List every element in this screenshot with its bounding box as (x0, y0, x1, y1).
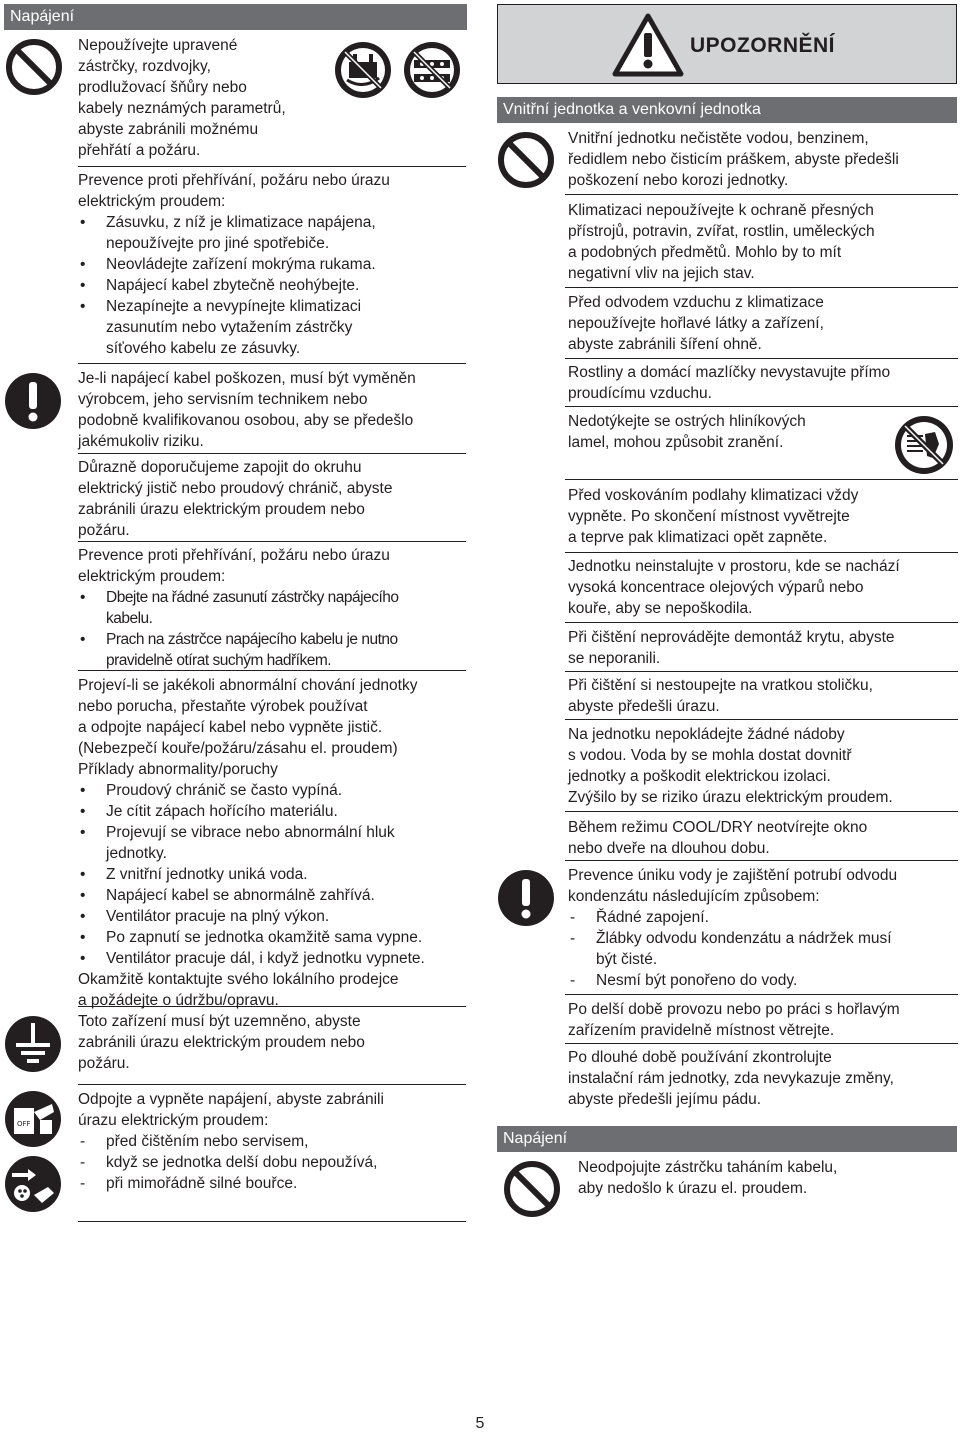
list-item: • Zásuvku, z níž je klimatizace napájena, nepoužívejte pro jiné spotřebiče. (78, 212, 466, 254)
divider (565, 287, 958, 288)
block-oily-vapour: Jednotku neinstalujte v prostoru, kde se nachází vysoká koncentrace olejových výparů nebo kouře, aby se nepoškodila. (568, 558, 900, 617)
divider (78, 363, 466, 364)
block-unstable-stool: Při čištění si nestoupejte na vratkou stoličku, abyste předešli úrazu. (568, 677, 873, 715)
list-item: - Žlábky odvodu kondenzátu a nádržek musí být čisté. (568, 928, 958, 970)
divider (78, 1084, 466, 1085)
mandatory-action-icon (4, 372, 62, 430)
switch-off-icon (4, 1090, 62, 1148)
divider (565, 1043, 958, 1044)
block-circuit-breaker: Důrazně doporučujeme zapojit do okruhu elektrický jistič nebo proudový chránič, abyste zabránili úrazu elektrickým proudem nebo požáru. (78, 459, 393, 539)
block-cleaning: Vnitřní jednotku nečistěte vodou, benzinem, ředidlem nebo čisticím práškem, abyste předešli poškození nebo korozi jednotky. (568, 130, 899, 189)
divider (78, 1006, 466, 1007)
divider (78, 1221, 466, 1222)
block-overheat-prevention: Prevence proti přehřívání, požáru nebo úrazu elektrickým proudem: • Zásuvku, z níž je klimatizace napájena, nepoužívejte pro jiné spotřebiče. • Neovládejte zařízení mokrýma rukama. • Napájecí kabel zbytečně neohýbejte. • Nezapínejte a nevypínejte klimatizaci zasunutím nebo vytažením zástrčky síťového kabelu ze zásuvky. (78, 170, 466, 359)
divider (565, 994, 958, 995)
prohibition-icon (5, 38, 63, 96)
list-item: - před čištěním nebo servisem, (78, 1131, 466, 1152)
block-plug-insertion: Prevence proti přehřívání, požáru nebo úrazu elektrickým proudem: • Dbejte na řádné zasunutí zástrčky napájecího kabelu. • Prach na zástrčce napájecího kabelu je nutno pravidelně otírat suchým hadříkem. (78, 545, 466, 671)
svg-text:OFF: OFF (17, 1120, 31, 1128)
list-item: • Je cítit zápach hořícího materiálu. (78, 801, 466, 822)
divider (565, 719, 958, 720)
divider (78, 541, 466, 542)
warning-triangle-icon (612, 13, 684, 77)
block-grounding: Toto zařízení musí být uzemněno, abyste zabránili úrazu elektrickým proudem nebo požáru. (78, 1013, 365, 1072)
block-floor-waxing: Před voskováním podlahy klimatizaci vždy vypněte. Po skončení místnost vyvětrejte a teprve pak klimatizaci opět zapněte. (568, 487, 859, 546)
divider (565, 552, 958, 553)
list-item: • Neovládejte zařízení mokrýma rukama. (78, 254, 466, 275)
block-no-modified-plugs: Nepoužívejte upravené zástrčky, rozdvojky, prodlužovací šňůry nebo kabely neznámých parametrů, abyste zabránili možnému přehřátí a požáru. (78, 37, 286, 159)
divider (565, 358, 958, 359)
divider (565, 860, 958, 861)
page-number: 5 (475, 1415, 485, 1432)
divider (78, 166, 466, 167)
block-flammable: Před odvodem vzduchu z klimatizace nepoužívejte hořlavé látky a zařízení, abyste zabránili šíření ohně. (568, 294, 824, 353)
no-power-strip-icon (402, 40, 462, 100)
no-modified-plug-icon (333, 40, 393, 100)
block-pull-cable: Neodpojujte zástrčku taháním kabelu, aby nedošlo k úrazu el. proudem. (578, 1159, 838, 1197)
block-drain-piping: Prevence úniku vody je zajištění potrubí odvodu kondenzátu následujícím způsobem: - Řádné zapojení. - Žlábky odvodu kondenzátu a nádržek musí být čisté. - Nesmí být ponořeno do vody. (568, 865, 958, 991)
mandatory-action-icon (497, 869, 555, 927)
caution-title: UPOZORNĚNÍ (690, 34, 836, 57)
block-damaged-cable: Je-li napájecí kabel poškozen, musí být vyměněn výrobcem, jeho servisním technikem nebo podobně kvalifikovanou osobou, aby se předešlo jakémukoliv riziku. (78, 370, 416, 450)
list-item: • Ventilátor pracuje dál, i když jednotku vypnete. (78, 948, 466, 969)
divider (565, 671, 958, 672)
prohibition-icon (503, 1160, 561, 1218)
block-water-containers: Na jednotku nepokládejte žádné nádoby s vodou. Voda by se mohla dostat dovnitř jednotky a poškodit elektrickou izolaci. Zvýšilo by se riziko úrazu elektrickým proudem. (568, 726, 893, 806)
block-disconnect-power: Odpojte a vypněte napájení, abyste zabránili úrazu elektrickým proudem: - před čištěním nebo servisem, - když se jednotka delší dobu nepoužívá, - při mimořádně silné bouřce. (78, 1089, 466, 1194)
section-header-indoor-outdoor: Vnitřní jednotka a venkovní jednotka (497, 97, 957, 123)
list-item: • Proudový chránič se často vypíná. (78, 780, 466, 801)
divider (565, 622, 958, 623)
list-item: - Řádné zapojení. (568, 907, 958, 928)
list-item: - když se jednotka delší dobu nepoužívá, (78, 1152, 466, 1173)
list-item: • Projevují se vibrace nebo abnormální hluk jednotky. (78, 822, 466, 864)
block-cover-removal: Při čištění neprovádějte demontáž krytu, abyste se neporanili. (568, 629, 895, 667)
divider (78, 453, 466, 454)
prohibition-icon (497, 131, 555, 189)
list-item: • Z vnitřní jednotky uniká voda. (78, 864, 466, 885)
block-cool-dry: Během režimu COOL/DRY neotvírejte okno nebo dveře na dlouhou dobu. (568, 819, 868, 857)
unplug-icon (4, 1155, 62, 1213)
block-aluminium-fins: Nedotýkejte se ostrých hliníkových lamel, mohou způsobit zranění. (568, 413, 806, 451)
list-item: • Ventilátor pracuje na plný výkon. (78, 906, 466, 927)
list-item: - Nesmí být ponořeno do vody. (568, 970, 958, 991)
block-no-precision-use: Klimatizaci nepoužívejte k ochraně přesných přístrojů, potravin, zvířat, rostlin, uměleckých a podobných předmětů. Mohlo by to mít negativní vliv na jejich stav. (568, 202, 875, 282)
list-item: • Napájecí kabel se abnormálně zahřívá. (78, 885, 466, 906)
divider (565, 811, 958, 812)
list-item: • Napájecí kabel zbytečně neohýbejte. (78, 275, 466, 296)
divider (565, 479, 958, 480)
list-item: • Nezapínejte a nevypínejte klimatizaci zasunutím nebo vytažením zástrčky síťového kabelu ze zásuvky. (78, 296, 466, 359)
section-header-power-2: Napájení (497, 1126, 957, 1152)
divider (565, 406, 958, 407)
list-item: • Prach na zástrčce napájecího kabelu je nutno pravidelně otírat suchým hadříkem. (78, 629, 466, 671)
no-touch-fins-icon (893, 414, 955, 476)
section-header-power: Napájení (4, 4, 467, 30)
divider (565, 194, 958, 195)
list-item: - při mimořádně silné bouřce. (78, 1173, 466, 1194)
earth-ground-icon (4, 1015, 62, 1073)
list-item: • Dbejte na řádné zasunutí zástrčky napájecího kabelu. (78, 587, 466, 629)
list-item: • Po zapnutí se jednotka okamžitě sama vypne. (78, 927, 466, 948)
block-ventilate: Po delší době provozu nebo po práci s hořlavým zařízením pravidelně místnost větrejte. (568, 1001, 900, 1039)
block-installation-frame: Po dlouhé době používání zkontrolujte instalační rám jednotky, zda nevykazuje změny, abyste předešli jejímu pádu. (568, 1049, 894, 1108)
block-abnormality: Projeví-li se jakékoli abnormální chování jednotky nebo porucha, přestaňte výrobek používat a odpojte napájecí kabel nebo vypněte jistič. (Nebezpečí kouře/požáru/zásahu el. proudem) Příklady abnormality/poruchy • Proudový chránič se často vypíná. • Je cítit zápach hořícího materiálu. • Projevují se vibrace nebo abnormální hluk jednotky. • Z vnitřní jednotky uniká voda. • Napájecí kabel se abnormálně zahřívá. • Ventilátor pracuje na plný výkon. • Po zapnutí se jednotka okamžitě sama vypne. • Ventilátor pracuje dál, i když jednotku vypnete. Okamžitě kontaktujte svého lokálního prodejce a požádejte o údržbu/opravu. (78, 675, 466, 1011)
block-plants-pets: Rostliny a domácí mazlíčky nevystavujte přímo proudícímu vzduchu. (568, 364, 891, 402)
divider (78, 670, 466, 671)
